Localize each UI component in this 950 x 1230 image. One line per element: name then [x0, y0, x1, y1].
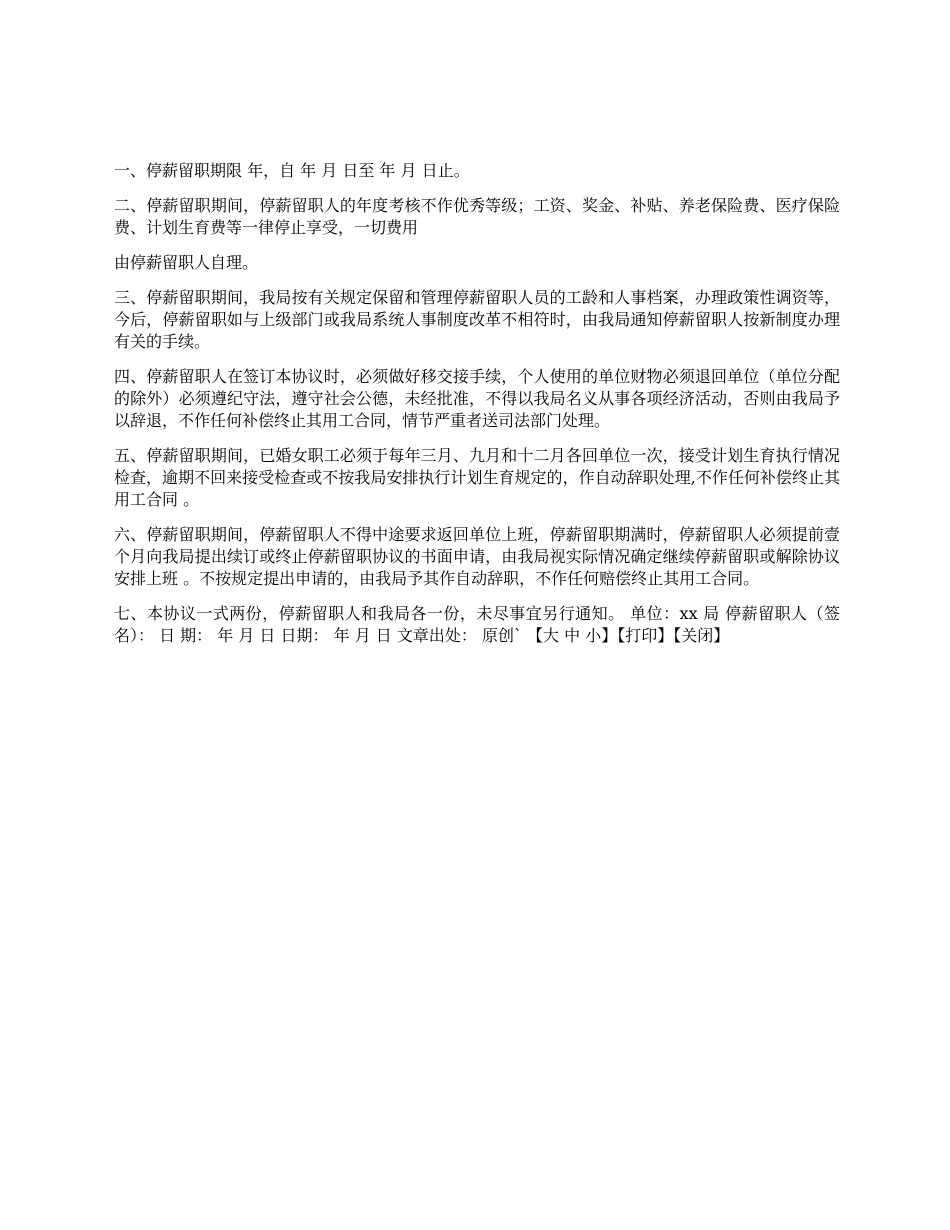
clause-4-handover: 四、停薪留职人在签订本协议时，必须做好移交接手续，个人使用的单位财物必须退回单位（单位分配的除外）必须遵纪守法，遵守社会公德，未经批准，不得以我局名义从事各项经济活动，否则由我局予以辞退，不作任何补偿终止其用工合同，情节严重者送司法部门处理。: [114, 367, 840, 430]
clause-1-term: 一、停薪留职期限 年，自 年 月 日至 年 月 日止。: [114, 161, 470, 180]
clause-6-renewal: 六、停薪留职期间，停薪留职人不得中途要求返回单位上班，停薪留职期满时，停薪留职人必须提前壹个月向我局提出续订或终止停薪留职协议的书面申请，由我局视实际情况确定继续停薪留职或解除协议安排上班 。不按规定提出申请的，由我局予其作自动辞职，不作任何赔偿终止其用工合同。: [114, 525, 840, 588]
clause-3-archives: 三、停薪留职期间，我局按有关规定保留和管理停薪留职人员的工龄和人事档案，办理政策性调资等，今后，停薪留职如与上级部门或我局系统人事制度改革不相符时，由我局通知停薪留职人按新制度办理有关的手续。: [114, 288, 840, 351]
clause-5-inspection: 五、停薪留职期间，已婚女职工必须于每年三月、九月和十二月各回单位一次，接受计划生育执行情况检查，逾期不回来接受检查或不按我局安排执行计划生育规定的，作自动辞职处理,不作任何补偿终止其用工合同 。: [114, 446, 840, 509]
document-body: [114, 160, 840, 647]
clause-2-benefits: 二、停薪留职期间，停薪留职人的年度考核不作优秀等级；工资、奖金、补贴、养老保险费、医疗保险费、计划生育费等一律停止享受，一切费用: [114, 196, 840, 237]
clause-7-signatures: 七、本协议一式两份，停薪留职人和我局各一份，未尽事宜另行通知。 单位：xx 局 停薪留职人（签名）： 日 期： 年 月 日 日期： 年 月 日 文章出处： 原创` 【大 中 小】【打印】【关闭】: [114, 604, 840, 645]
clause-2-continuation: 由停薪留职人自理。: [114, 253, 259, 272]
